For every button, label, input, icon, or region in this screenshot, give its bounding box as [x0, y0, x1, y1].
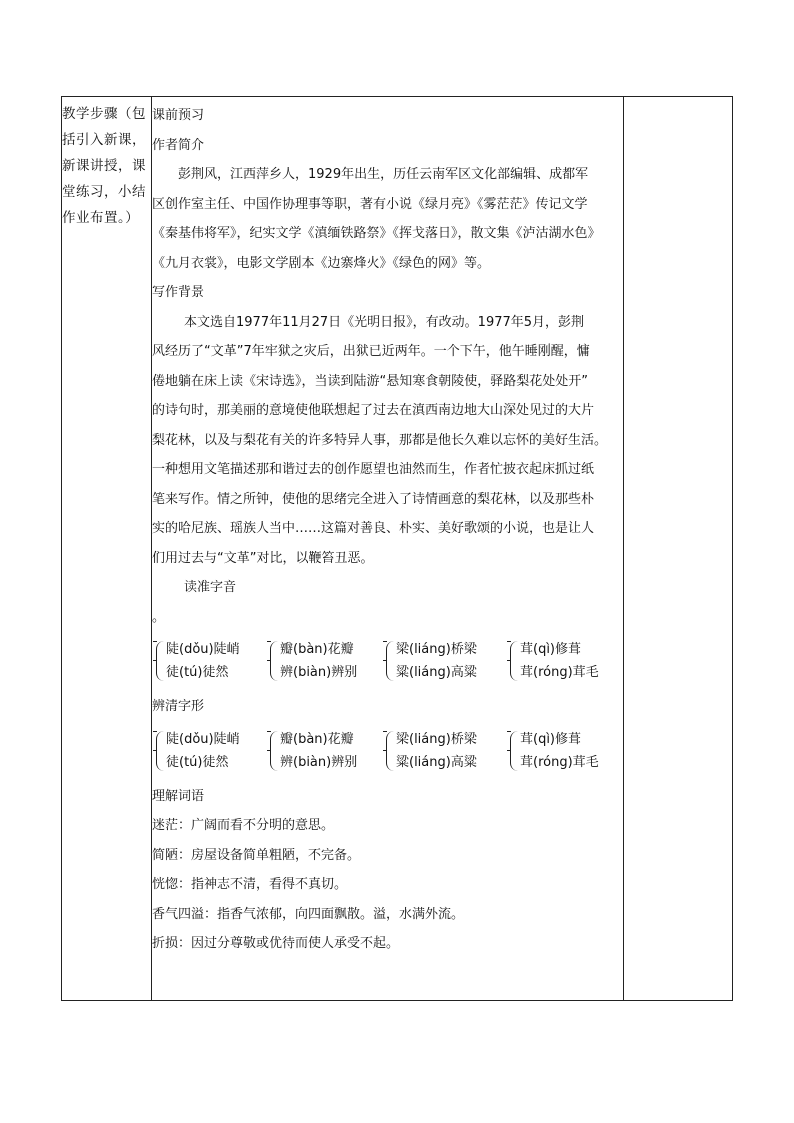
vocab-item: 恍惚：指神志不清，看得不真切。: [152, 877, 348, 892]
brace-icon: [386, 731, 394, 771]
shape-group: [510, 724, 599, 778]
shape-group: [270, 724, 357, 778]
background-text-line: 的诗句时，那美丽的意境使他联想起了过去在滇西南边地大山深处见过的大片: [152, 403, 595, 418]
content-cell: [152, 101, 622, 959]
teaching-steps-line: 作业布置。）: [62, 210, 140, 226]
vocab-item: 迷茫：广阔而看不分明的意思。: [152, 818, 335, 833]
shape-item: 茸(róng)茸毛: [520, 754, 599, 770]
brace-icon: [156, 731, 164, 771]
pronounce-item: 瓣(bàn)花瓣: [280, 642, 354, 657]
pronounce-item: 徒(tú)徒然: [166, 665, 229, 680]
background-text-line: 笔来写作。情之所钟，使他的思绪完全进入了诗情画意的梨花林，以及那些朴: [152, 491, 595, 507]
author-heading: 作者简介: [152, 137, 205, 153]
pronounce-item: 粱(liáng)高粱: [396, 665, 477, 680]
background-text-line: 一种想用文笔描述那和谐过去的创作愿望也油然而生，作者忙披衣起床抓过纸: [152, 462, 595, 477]
teaching-steps-cell: [62, 101, 152, 231]
teaching-steps-line: 教学步骤（包: [62, 106, 146, 122]
shape-item: 辨(biàn)辨别: [280, 754, 358, 770]
background-text-line: 本文选自1977年11月27日《光明日报》，有改动。1977年5月，彭荆: [184, 314, 585, 330]
shape-item: 瓣(bàn)花瓣: [280, 731, 354, 747]
author-text-line: 彭荆风，江西萍乡人，1929年出生，历任云南军区文化部编辑、成都军: [178, 167, 589, 182]
background-text-line: 实的哈尼族、瑶族人当中……这篇对善良、朴实、美好歌颂的小说，也是让人: [152, 521, 595, 536]
pronounce-mark: 。: [152, 609, 166, 625]
pronounce-group: [156, 634, 240, 688]
background-text-line: 倦地躺在床上读《宋诗选》，当读到陆游“悬知寒食朝陵使，驿路梨花处处开”: [152, 373, 588, 389]
shape-group: [156, 724, 240, 778]
shape-item: 徒(tú)徒然: [166, 754, 229, 770]
shape-item: 粱(liáng)高粱: [396, 754, 477, 770]
background-heading: 写作背景: [152, 285, 205, 300]
pronounce-group: [270, 634, 357, 688]
teaching-steps-line: 堂练习，小结: [62, 184, 146, 200]
preview-heading: 课前预习: [152, 108, 205, 123]
lesson-table: [61, 96, 733, 1001]
pronounce-item: 茸(qì)修葺: [520, 642, 582, 657]
author-text-line: 区创作室主任、中国作协理事等职，著有小说《绿月亮》《雾茫茫》传记文学: [152, 196, 588, 212]
background-text-line: 们用过去与“文革”对比，以鞭笞丑恶。: [152, 550, 374, 566]
pronounce-group: [510, 634, 599, 688]
pronounce-heading: 读准字音: [184, 580, 237, 595]
shape-groups: [152, 724, 622, 778]
author-text-line: 《秦基伟将军》，纪实文学《滇缅铁路祭》《挥戈落日》，散文集《泸沽湖水色》: [152, 226, 601, 241]
pronounce-item: 茸(róng)茸毛: [520, 665, 599, 680]
background-text-line: 风经历了“文革”7年牢狱之灾后，出狱已近两年。一个下午，他午睡刚醒，慵: [152, 344, 590, 359]
shape-item: 茸(qì)修葺: [520, 731, 582, 747]
shape-item: 陡(dǒu)陡峭: [166, 731, 240, 747]
shape-item: 梁(liáng)桥梁: [396, 731, 477, 747]
vocab-item: 香气四溢：指香气浓郁，向四面飘散。溢，水满外流。: [152, 906, 465, 922]
shape-heading: 辨清字形: [152, 699, 205, 714]
vocab-heading: 理解词语: [152, 788, 205, 804]
brace-icon: [270, 641, 278, 681]
pronounce-item: 梁(liáng)桥梁: [396, 642, 477, 657]
pronounce-item: 辨(biàn)辨别: [280, 665, 358, 680]
pronounce-groups: [152, 634, 622, 688]
brace-icon: [386, 641, 394, 681]
brace-icon: [156, 641, 164, 681]
background-text-line: 梨花林，以及与梨花有关的许多特异人事，那都是他长久难以忘怀的美好生活。: [152, 432, 608, 448]
author-text-line: 《九月衣裳》，电影文学剧本《边寨烽火》《绿色的网》等。: [152, 255, 491, 271]
pronounce-group: [386, 634, 477, 688]
brace-icon: [510, 641, 518, 681]
vocab-item: 折损：因过分尊敬或优待而使人承受不起。: [152, 936, 400, 951]
shape-group: [386, 724, 477, 778]
teaching-steps-line: 新课讲授，课: [62, 158, 146, 174]
brace-icon: [270, 731, 278, 771]
brace-icon: [510, 731, 518, 771]
teaching-steps-line: 括引入新课，: [62, 132, 146, 148]
vocab-item: 简陋：房屋设备简单粗陋，不完备。: [152, 847, 361, 863]
column-divider-2: [623, 97, 624, 1000]
pronounce-item: 陡(dǒu)陡峭: [166, 642, 240, 657]
